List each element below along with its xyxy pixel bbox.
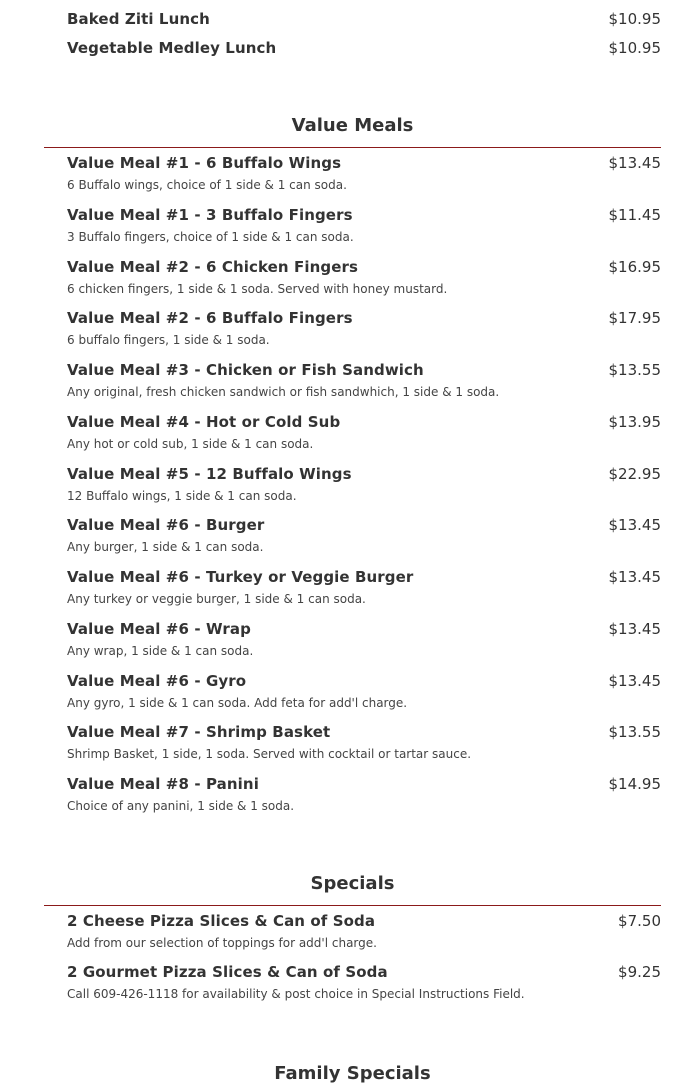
item-name: Value Meal #8 - Panini [67, 775, 259, 793]
item-name: Value Meal #1 - 3 Buffalo Fingers [67, 205, 353, 224]
item-description: Any burger, 1 side & 1 can soda. [67, 540, 264, 555]
item-price: $13.95 [608, 412, 661, 431]
menu-item[interactable] [67, 10, 661, 28]
menu-item[interactable] [67, 39, 661, 57]
item-description: Any gyro, 1 side & 1 can soda. Add feta for add'l charge. [67, 695, 408, 710]
menu-item[interactable] [67, 413, 661, 451]
menu-item[interactable] [67, 154, 661, 192]
item-description: Any original, fresh chicken sandwich or fish sandwhich, 1 side & 1 soda. [67, 385, 500, 399]
menu-item[interactable] [67, 963, 661, 1001]
item-description: 6 chicken fingers, 1 side & 1 soda. Served with honey mustard. [67, 281, 448, 296]
item-price: $13.45 [608, 619, 661, 638]
item-price: $22.95 [608, 464, 661, 483]
item-name: Value Meal #1 - 6 Buffalo Wings [67, 154, 342, 172]
menu-item[interactable] [67, 516, 661, 554]
item-description: Choice of any panini, 1 side & 1 soda. [67, 799, 295, 813]
item-description: Shrimp Basket, 1 side, 1 soda. Served with cocktail or tartar sauce. [67, 747, 472, 762]
item-price: $13.55 [608, 361, 661, 379]
section-divider [44, 905, 661, 906]
item-description: Call 609-426-1118 for availability & post choice in Special Instructions Field. [67, 987, 525, 1001]
item-description: 3 Buffalo fingers, choice of 1 side & 1 can soda. [67, 229, 354, 244]
menu-item[interactable] [67, 361, 661, 399]
item-name: Value Meal #6 - Turkey or Veggie Burger [67, 568, 414, 586]
item-name: Value Meal #4 - Hot or Cold Sub [67, 412, 341, 431]
item-description: Add from our selection of toppings for add'l charge. [67, 936, 377, 950]
item-description: 6 Buffalo wings, choice of 1 side & 1 can soda. [67, 178, 347, 192]
item-description: 6 buffalo fingers, 1 side & 1 soda. [67, 333, 270, 348]
item-price: $13.45 [608, 154, 661, 172]
menu-item[interactable] [67, 672, 661, 710]
item-price: $13.55 [608, 723, 661, 742]
menu-item[interactable] [67, 206, 661, 244]
item-name: Baked Ziti Lunch [67, 10, 210, 28]
menu-item[interactable] [67, 620, 661, 658]
item-name: Value Meal #6 - Burger [67, 516, 265, 535]
item-name: Value Meal #3 - Chicken or Fish Sandwich [67, 361, 424, 379]
item-price: $10.95 [608, 10, 661, 28]
menu-item[interactable] [67, 309, 661, 347]
item-price: $9.25 [618, 963, 661, 981]
section-title-family-specials: Family Specials [274, 1063, 431, 1084]
item-name: Value Meal #6 - Gyro [67, 671, 247, 690]
item-description: 12 Buffalo wings, 1 side & 1 can soda. [67, 488, 297, 503]
menu-item[interactable] [67, 258, 661, 296]
item-price: $16.95 [608, 257, 661, 276]
item-price: $7.50 [618, 912, 661, 930]
item-price: $14.95 [608, 775, 661, 793]
item-price: $11.45 [608, 205, 661, 224]
item-name: Value Meal #7 - Shrimp Basket [67, 723, 331, 742]
item-description: Any turkey or veggie burger, 1 side & 1 can soda. [67, 592, 366, 606]
item-price: $10.95 [608, 39, 661, 57]
menu-item[interactable] [67, 775, 661, 813]
item-description: Any wrap, 1 side & 1 can soda. [67, 643, 254, 658]
section-title-value-meals: Value Meals [291, 115, 414, 136]
menu-item[interactable] [67, 568, 661, 606]
item-name: Value Meal #5 - 12 Buffalo Wings [67, 464, 352, 483]
item-name: Value Meal #2 - 6 Chicken Fingers [67, 257, 359, 276]
item-name: 2 Gourmet Pizza Slices & Can of Soda [67, 963, 388, 981]
section-title-specials: Specials [310, 873, 395, 894]
menu-item[interactable] [67, 465, 661, 503]
item-price: $13.45 [608, 516, 661, 535]
item-name: Vegetable Medley Lunch [67, 39, 277, 57]
menu-item[interactable] [67, 723, 661, 761]
item-description: Any hot or cold sub, 1 side & 1 can soda. [67, 436, 314, 451]
item-name: 2 Cheese Pizza Slices & Can of Soda [67, 912, 376, 930]
item-name: Value Meal #6 - Wrap [67, 619, 251, 638]
item-price: $13.45 [608, 568, 661, 586]
section-divider [44, 147, 661, 148]
item-price: $13.45 [608, 671, 661, 690]
item-name: Value Meal #2 - 6 Buffalo Fingers [67, 309, 353, 328]
menu-item[interactable] [67, 912, 661, 950]
item-price: $17.95 [608, 309, 661, 328]
